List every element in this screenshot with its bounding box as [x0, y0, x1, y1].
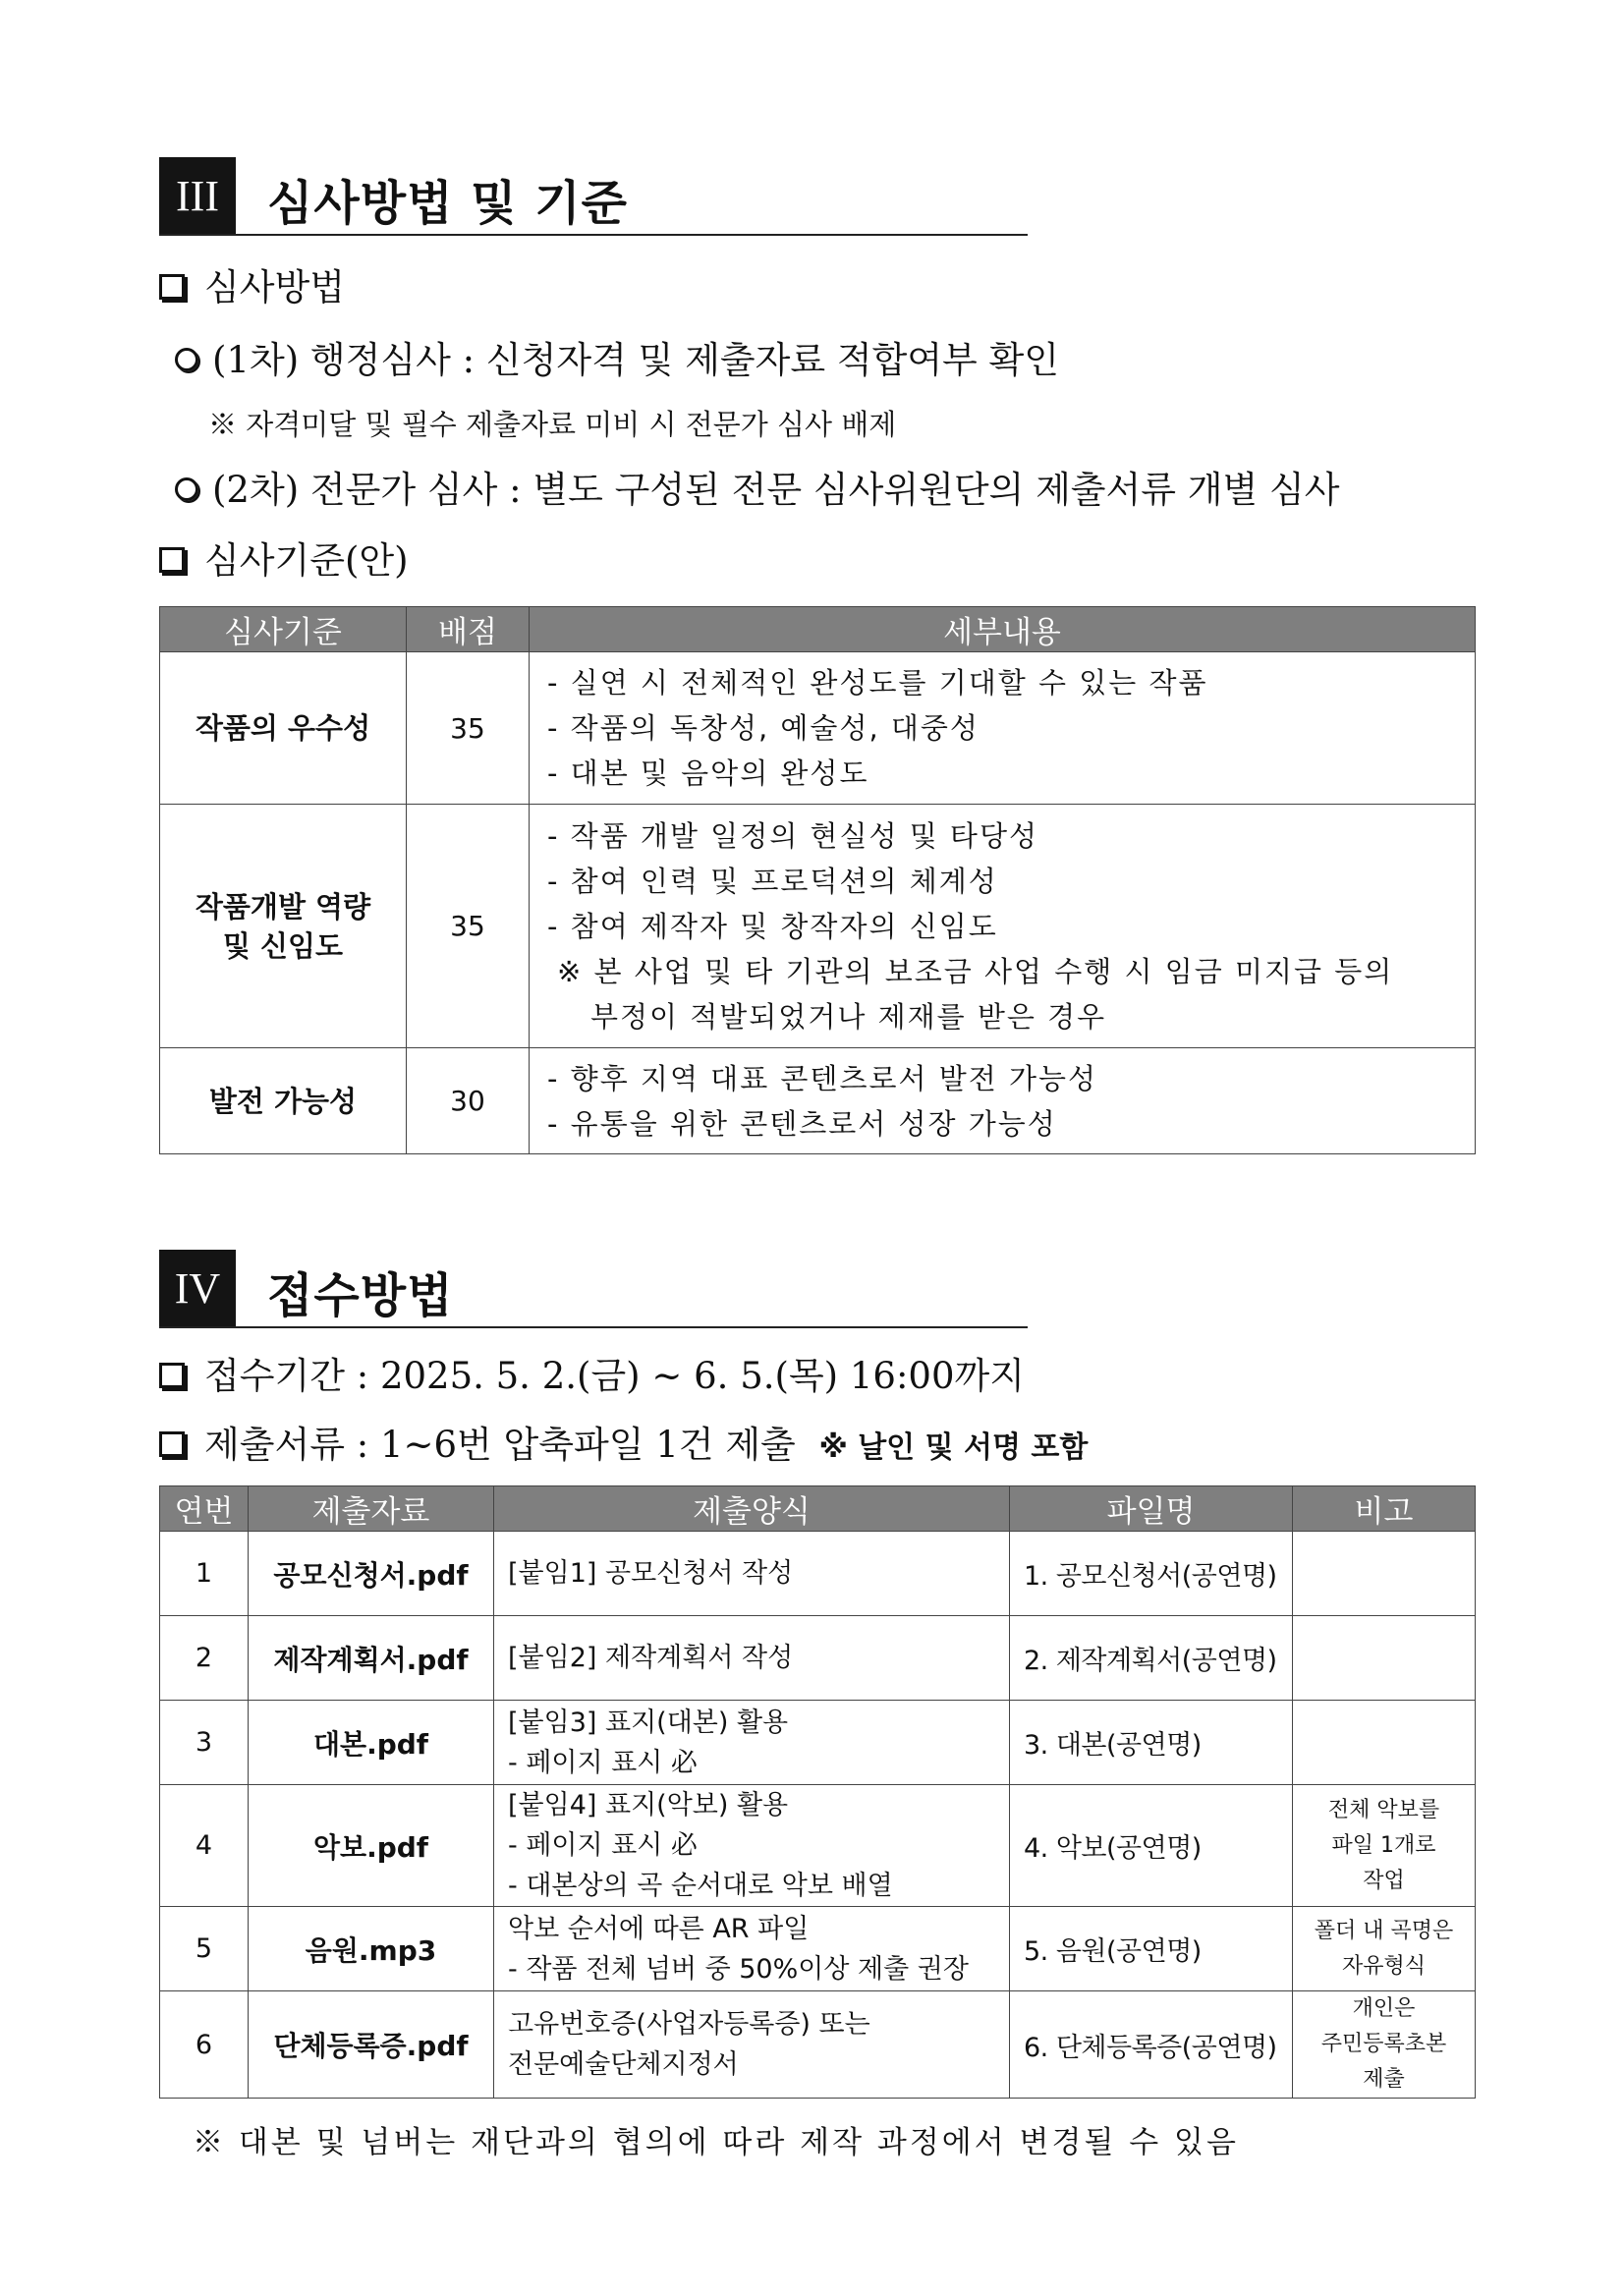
detail-note: ※ 본 사업 및 타 기관의 보조금 사업 수행 시 임금 미지급 등의	[557, 954, 1394, 988]
detail-line: - 참여 제작자 및 창작자의 신임도	[547, 909, 998, 943]
row-file: 음원.mp3	[249, 1907, 494, 1991]
circle-bullet-icon	[175, 348, 198, 371]
table-row	[160, 1991, 1476, 2099]
detail-note: 부정이 적발되었거나 제재를 받은 경우	[590, 999, 1107, 1034]
docs-line	[159, 1415, 1088, 1468]
row-form: 악보 순서에 따른 AR 파일 - 작품 전체 넘버 중 50%이상 제출 권장	[494, 1907, 1010, 1991]
criteria-header-cell: 세부내용	[530, 607, 1476, 652]
row-number: 6	[160, 1991, 249, 2099]
row-form: [붙임4] 표지(악보) 활용 - 페이지 표시 必 - 대본상의 곡 순서대로 악보 배열	[494, 1785, 1010, 1907]
criteria-name: 작품의 우수성	[160, 652, 407, 805]
criteria-header-cell: 배점	[407, 607, 530, 652]
row-filename: 6. 단체등록증(공연명)	[1010, 1991, 1293, 2099]
criteria-score: 35	[407, 652, 530, 805]
row-filename: 2. 제작계획서(공연명)	[1010, 1616, 1293, 1701]
row-file: 제작계획서.pdf	[249, 1616, 494, 1701]
submission-header-cell: 비고	[1293, 1486, 1476, 1532]
row-file: 공모신청서.pdf	[249, 1532, 494, 1616]
row-number: 1	[160, 1532, 249, 1616]
section-3-number: III	[159, 157, 236, 234]
docs-text: 제출서류 : 1~6번 압축파일 1건 제출	[204, 1424, 796, 1466]
detail-line: - 대본 및 음악의 완성도	[547, 756, 869, 790]
circle-bullet-icon	[175, 477, 198, 501]
row-filename: 3. 대본(공연명)	[1010, 1701, 1293, 1785]
detail-line: - 향후 지역 대표 콘텐츠로서 발전 가능성	[547, 1061, 1097, 1095]
submission-header-cell: 파일명	[1010, 1486, 1293, 1532]
detail-line: - 작품의 독창성, 예술성, 대중성	[547, 711, 980, 745]
criteria-heading-line	[159, 531, 409, 584]
square-bullet-icon	[159, 1363, 185, 1388]
row-file: 단체등록증.pdf	[249, 1991, 494, 2099]
section-3-header	[159, 157, 1028, 236]
criteria-name: 작품개발 역량 및 신임도	[160, 805, 407, 1048]
period-text: 접수기간 : 2025. 5. 2.(금) ~ 6. 5.(목) 16:00까지	[204, 1355, 1025, 1397]
row-remark: 폴더 내 곡명은 자유형식	[1293, 1907, 1476, 1991]
row-number: 4	[160, 1785, 249, 1907]
square-bullet-icon	[159, 547, 185, 573]
row-filename: 4. 악보(공연명)	[1010, 1785, 1293, 1907]
section-4-title: 접수방법	[267, 1268, 454, 1323]
criteria-row	[160, 805, 1476, 1048]
criteria-score: 35	[407, 805, 530, 1048]
row-file: 대본.pdf	[249, 1701, 494, 1785]
table-row	[160, 1616, 1476, 1701]
criteria-row	[160, 652, 1476, 805]
table-row	[160, 1785, 1476, 1907]
criteria-header-cell: 심사기준	[160, 607, 407, 652]
row-filename: 1. 공모신청서(공연명)	[1010, 1532, 1293, 1616]
criteria-name: 발전 가능성	[160, 1048, 407, 1154]
step1-line	[175, 330, 1059, 383]
submission-table-header	[160, 1486, 1476, 1532]
square-bullet-icon	[159, 1431, 185, 1457]
detail-line: - 참여 인력 및 프로덕션의 체계성	[547, 864, 998, 898]
criteria-details	[530, 1048, 1476, 1154]
row-filename: 5. 음원(공연명)	[1010, 1907, 1293, 1991]
criteria-score: 30	[407, 1048, 530, 1154]
row-number: 2	[160, 1616, 249, 1701]
row-form: [붙임2] 제작계획서 작성	[494, 1616, 1010, 1701]
table-row	[160, 1701, 1476, 1785]
row-remark: 개인은 주민등록초본 제출	[1293, 1991, 1476, 2099]
section-4-header	[159, 1250, 1028, 1328]
period-line	[159, 1346, 1025, 1399]
criteria-table-header	[160, 607, 1476, 652]
square-bullet-icon	[159, 274, 185, 300]
criteria-table	[159, 606, 1476, 1154]
criteria-details	[530, 805, 1476, 1048]
method-heading-line	[159, 257, 345, 310]
submission-header-cell: 제출자료	[249, 1486, 494, 1532]
docs-note: ※ 날인 및 서명 포함	[818, 1430, 1089, 1465]
criteria-details	[530, 652, 1476, 805]
detail-line: - 실연 시 전체적인 완성도를 기대할 수 있는 작품	[547, 666, 1208, 700]
detail-line: - 작품 개발 일정의 현실성 및 타당성	[547, 818, 1038, 853]
section-4-number: IV	[159, 1250, 236, 1326]
row-remark	[1293, 1701, 1476, 1785]
criteria-heading: 심사기준(안)	[204, 539, 409, 582]
row-remark	[1293, 1532, 1476, 1616]
table-row	[160, 1532, 1476, 1616]
step2-line	[175, 460, 1340, 513]
submission-header-cell: 연번	[160, 1486, 249, 1532]
submission-table	[159, 1485, 1476, 2099]
row-form: [붙임1] 공모신청서 작성	[494, 1532, 1010, 1616]
step2-text: (2차) 전문가 심사 : 별도 구성된 전문 심사위원단의 제출서류 개별 심사	[212, 469, 1340, 511]
criteria-row	[160, 1048, 1476, 1154]
row-number: 3	[160, 1701, 249, 1785]
row-form: 고유번호증(사업자등록증) 또는 전문예술단체지정서	[494, 1991, 1010, 2099]
method-heading: 심사방법	[204, 266, 345, 308]
detail-line: - 유통을 위한 콘텐츠로서 성장 가능성	[547, 1106, 1057, 1141]
row-number: 5	[160, 1907, 249, 1991]
step1-note: ※ 자격미달 및 필수 제출자료 미비 시 전문가 심사 배제	[208, 408, 897, 441]
row-form: [붙임3] 표지(대본) 활용 - 페이지 표시 必	[494, 1701, 1010, 1785]
footnote: ※ 대본 및 넘버는 재단과의 협의에 따라 제작 과정에서 변경될 수 있음	[193, 2125, 1239, 2160]
row-remark: 전체 악보를 파일 1개로 작업	[1293, 1785, 1476, 1907]
step1-text: (1차) 행정심사 : 신청자격 및 제출자료 적합여부 확인	[212, 339, 1060, 381]
submission-header-cell: 제출양식	[494, 1486, 1010, 1532]
section-3-title: 심사방법 및 기준	[267, 176, 628, 231]
table-row	[160, 1907, 1476, 1991]
row-file: 악보.pdf	[249, 1785, 494, 1907]
row-remark	[1293, 1616, 1476, 1701]
